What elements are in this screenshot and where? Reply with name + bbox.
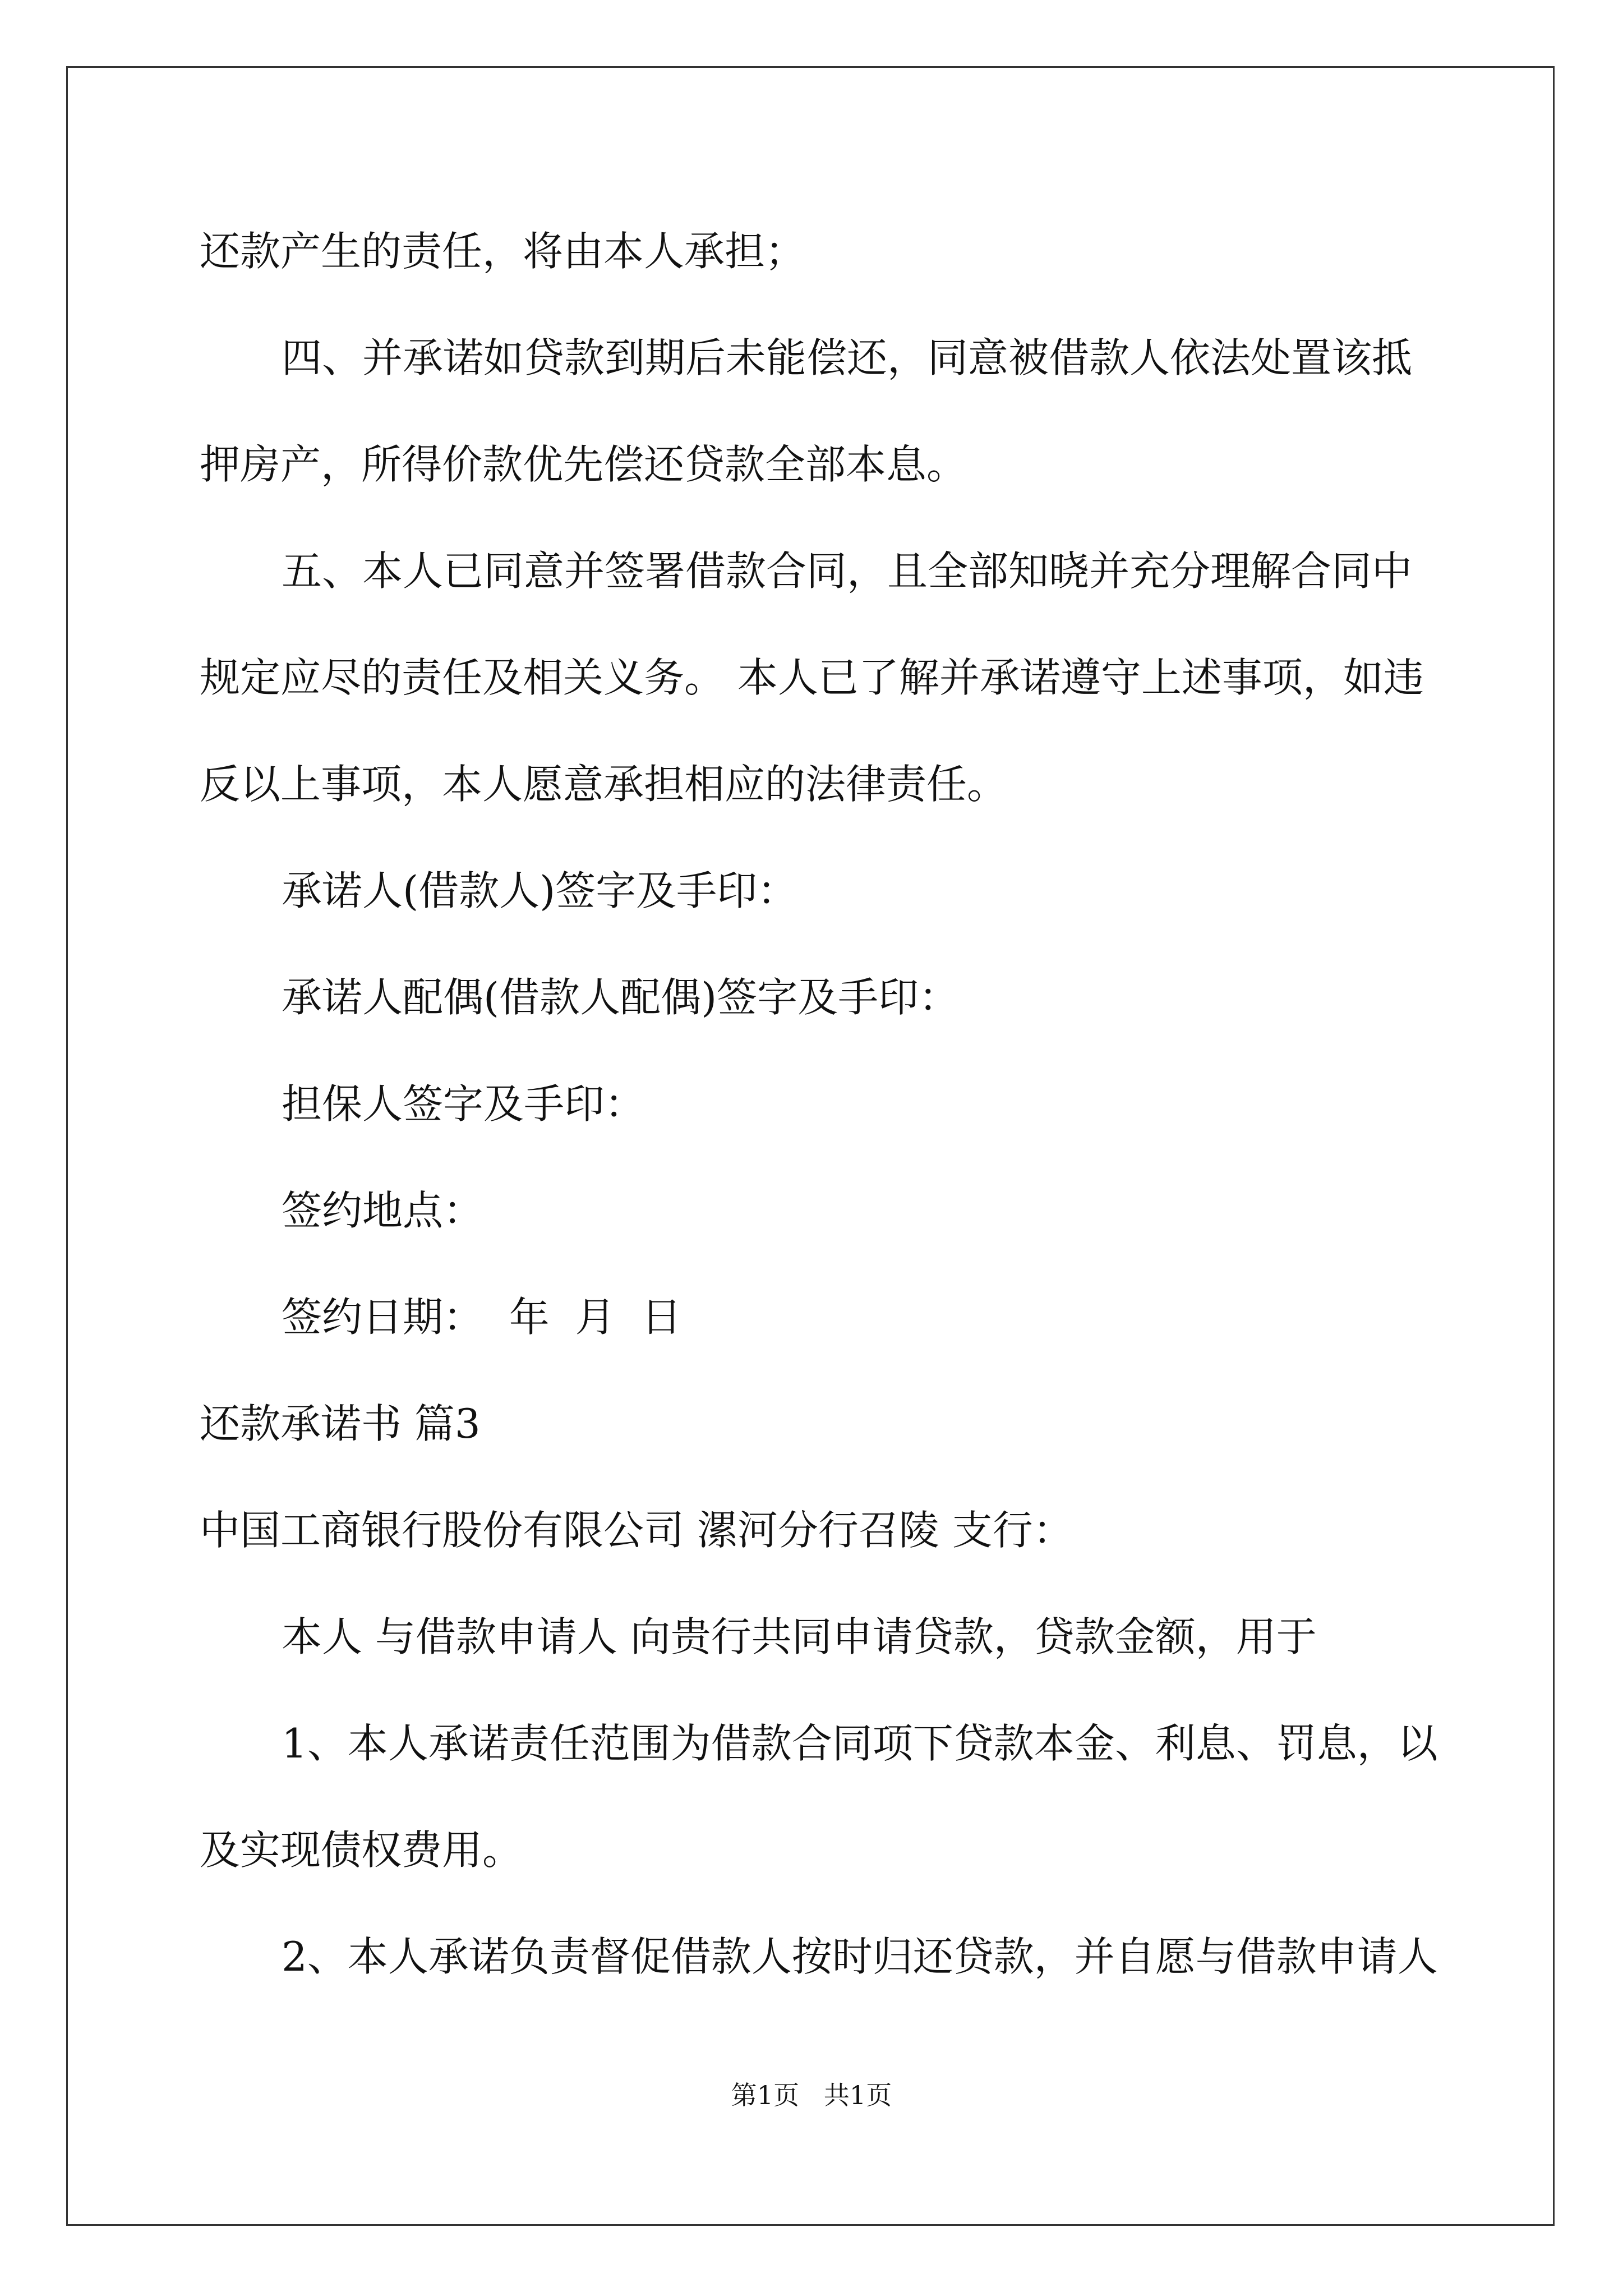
page-number: 第1页 共1页 — [731, 2080, 892, 2110]
section-heading: 还款承诺书 篇3 — [200, 1400, 481, 1447]
text-line: 承诺人(借款人)签字及手印： — [282, 867, 798, 914]
text-line: 五、本人已同意并签署借款合同，且全部知晓并充分理解合同中 — [282, 547, 1413, 595]
text-line: 签约日期： 年 月 日 — [282, 1294, 682, 1341]
text-line: 担保人签字及手印： — [282, 1080, 645, 1128]
text-line: 2、本人承诺负责督促借款人按时归还贷款，并自愿与借款申请人 — [282, 1933, 1438, 1980]
text-line: 四、并承诺如贷款到期后未能偿还，同意被借款人依法处置该抵 — [282, 334, 1413, 381]
text-line: 规定应尽的责任及相关义务。 本人已了解并承诺遵守上述事项，如违 — [200, 654, 1424, 701]
text-line: 1、本人承诺责任范围为借款合同项下贷款本金、利息、罚息，以 — [282, 1720, 1438, 1767]
text-line: 押房产，所得价款优先偿还贷款全部本息。 — [200, 441, 967, 488]
text-line: 本人 与借款申请人 向贵行共同申请贷款，贷款金额，用于 — [282, 1613, 1317, 1660]
page-border — [66, 66, 1555, 2226]
text-line: 反以上事项，本人愿意承担相应的法律责任。 — [200, 761, 1008, 808]
text-line: 承诺人配偶(借款人配偶)签字及手印： — [282, 974, 960, 1021]
text-line: 签约地点： — [282, 1187, 484, 1234]
text-line: 还款产生的责任，将由本人承担； — [200, 228, 806, 275]
text-line: 及实现债权费用。 — [200, 1826, 523, 1874]
addressee-line: 中国工商银行股份有限公司 漯河分行召陵 支行： — [200, 1507, 1073, 1554]
